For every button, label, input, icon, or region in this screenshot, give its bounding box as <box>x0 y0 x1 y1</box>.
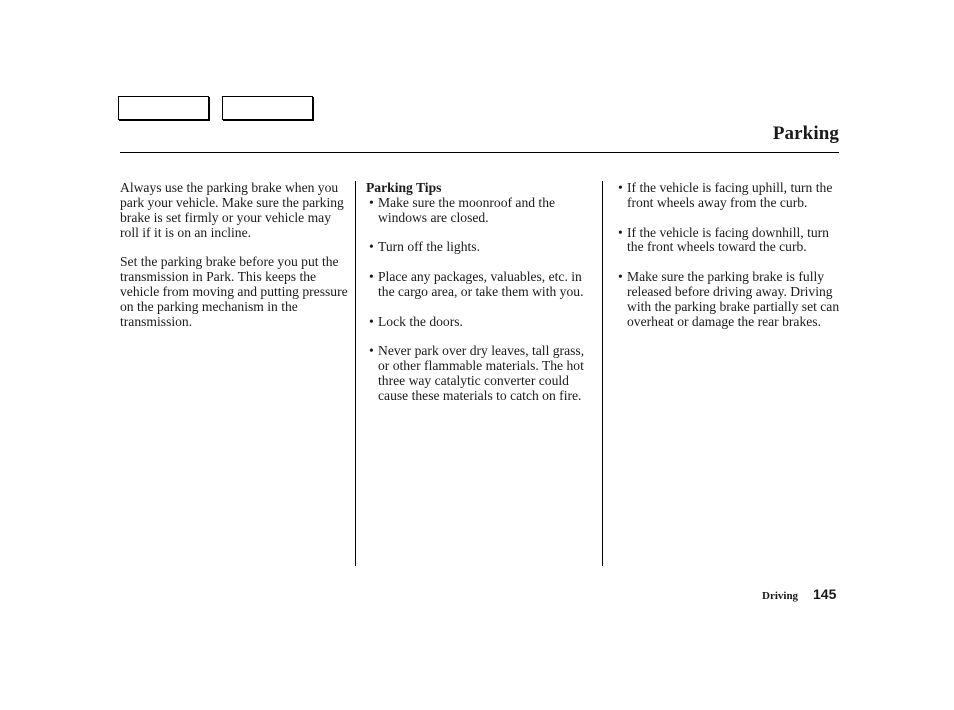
page-title: Parking <box>772 123 839 144</box>
tips-list <box>615 181 841 329</box>
list-item <box>366 315 596 330</box>
list-item-text: Place any packages, valuables, etc. in the cargo area, or take them with you. <box>378 269 584 299</box>
column-parking-tips-continued <box>615 181 841 344</box>
column-divider <box>355 181 356 566</box>
list-item-text: Make sure the moonroof and the windows are closed. <box>378 194 556 225</box>
paragraph: Always use the parking brake when you park your vehicle. Make sure the parking brake is set firmly or your vehicle may roll if it is on an incline. <box>120 180 344 240</box>
nav-button-previous[interactable] <box>118 96 209 120</box>
column-parking-tips <box>366 181 596 419</box>
bullet-icon: • <box>618 180 623 195</box>
list-item <box>615 181 841 211</box>
paragraph: Set the parking brake before you put the transmission in Park. This keeps the vehicle from moving and putting pressure on the parking mechanism in the transmission. <box>120 254 348 329</box>
bullet-icon: • <box>369 313 374 329</box>
list-item <box>615 226 841 256</box>
list-item <box>366 196 596 226</box>
list-item <box>366 344 596 403</box>
bullet-icon: • <box>369 194 374 210</box>
tips-list <box>366 196 596 404</box>
nav-button-next[interactable] <box>222 96 313 120</box>
list-item-text: If the vehicle is facing downhill, turn the front wheels toward the curb. <box>627 224 829 255</box>
list-item <box>366 240 596 255</box>
footer-section-label: Driving <box>762 590 799 602</box>
list-item-text: Make sure the parking brake is fully released before driving away. Driving with the parking brake partially set can overheat or damage the rear brakes. <box>627 269 840 329</box>
list-item <box>615 270 841 329</box>
column-divider <box>602 181 603 566</box>
list-item-text: If the vehicle is facing uphill, turn the front wheels away from the curb. <box>627 180 833 210</box>
header-rule <box>120 152 839 153</box>
list-item-text: Lock the doors. <box>378 313 463 329</box>
bullet-icon: • <box>618 269 623 285</box>
bullet-icon: • <box>369 343 374 359</box>
list-item-text: Never park over dry leaves, tall grass, or other flammable materials. The hot three way catalytic converter could cause these materials to catch on fire. <box>378 343 585 403</box>
list-item <box>366 270 596 300</box>
list-item-text: Turn off the lights. <box>378 239 480 255</box>
section-heading: Parking Tips <box>366 180 442 195</box>
column-intro <box>120 181 348 344</box>
bullet-icon: • <box>369 269 374 285</box>
bullet-icon: • <box>369 239 374 255</box>
bullet-icon: • <box>618 224 623 240</box>
page-number: 145 <box>813 586 837 602</box>
